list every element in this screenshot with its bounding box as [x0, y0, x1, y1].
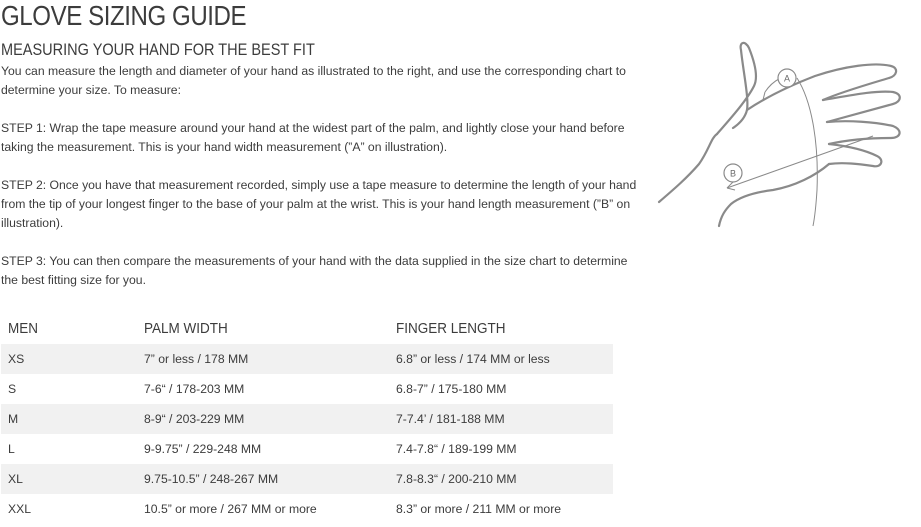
label-b-text: B [729, 168, 737, 179]
size-cell: XL [1, 464, 137, 494]
measure-a-line [763, 73, 817, 226]
palm-width-cell: 8-9“ / 203-229 MM [137, 404, 389, 434]
page-title: GLOVE SIZING GUIDE [1, 0, 247, 31]
size-cell: M [1, 404, 137, 434]
label-a-text: A [783, 73, 791, 84]
header-finger-length: FINGER LENGTH [396, 319, 506, 337]
intro-paragraph: You can measure the length and diameter of your hand as illustrated to the right, and use the corresponding chart to determine your size. To measure: [1, 64, 626, 97]
hand-measurement-icon [655, 40, 910, 230]
header-palm-width: PALM WIDTH [144, 319, 228, 337]
header-men: MEN [8, 319, 39, 337]
finger-length-cell: 7.4-7.8“ / 189-199 MM [396, 442, 517, 456]
size-cell: S [8, 382, 17, 396]
palm-width-cell: 7” or less / 178 MM [137, 344, 389, 374]
hand-outline [659, 43, 900, 226]
step-3-paragraph: STEP 3: You can then compare the measurements of your hand with the data supplied in the size chart to determine the best fitting size for you. [1, 254, 628, 287]
finger-length-cell: 8.3” or more / 211 MM or more [396, 502, 562, 516]
table-row [1, 434, 613, 464]
palm-width-cell: 10.5” or more / 267 MM or more [144, 502, 317, 516]
finger-length-cell: 7-7.4’ / 181-188 MM [389, 404, 613, 434]
table-header-row [1, 312, 613, 344]
table-row [1, 344, 613, 374]
size-cell: XXL [8, 502, 32, 516]
size-cell: XS [1, 344, 137, 374]
finger-length-cell: 6.8-7” / 175-180 MM [396, 382, 507, 396]
finger-length-cell: 7.8-8.3“ / 200-210 MM [389, 464, 613, 494]
palm-width-cell: 9.75-10.5” / 248-267 MM [137, 464, 389, 494]
label-b-badge [724, 164, 742, 182]
step-2-paragraph: STEP 2: Once you have that measurement recorded, simply use a tape measure to determine the length of your hand from the tip of your longest finger to the base of your palm at the wrist. This is your hand length measurement (”B” on illustration). [1, 178, 637, 230]
size-chart-table [1, 312, 613, 524]
section-subtitle: MEASURING YOUR HAND FOR THE BEST FIT [1, 41, 315, 59]
finger-length-cell: 6.8” or less / 174 MM or less [389, 344, 613, 374]
label-a-badge [778, 69, 796, 87]
palm-width-cell: 9-9.75” / 229-248 MM [144, 442, 262, 456]
palm-width-cell: 7-6“ / 178-203 MM [144, 382, 245, 396]
table-row [1, 494, 613, 524]
table-row [1, 404, 613, 434]
table-row [1, 464, 613, 494]
step-1-paragraph: STEP 1: Wrap the tape measure around your hand at the widest part of the palm, and lightly close your hand before taking the measurement. This is your hand width measurement (”A” on illustration). [1, 121, 625, 154]
table-row [1, 374, 613, 404]
size-cell: L [8, 442, 15, 456]
